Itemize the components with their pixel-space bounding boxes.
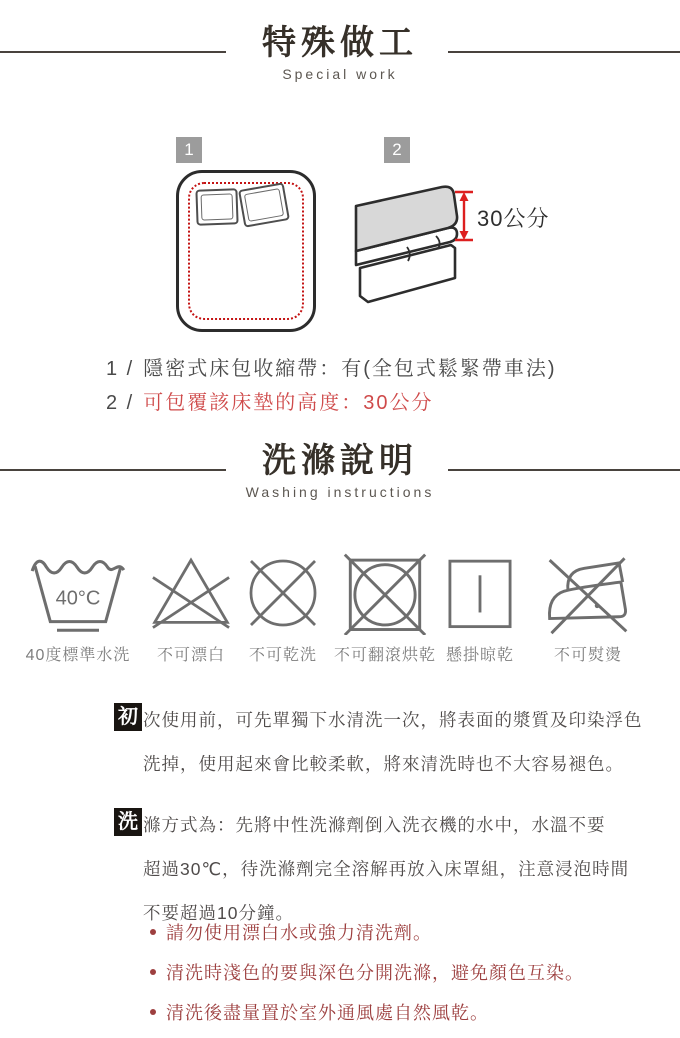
section-subtitle: Special work (282, 66, 398, 82)
mattress-side-view-diagram (352, 170, 562, 330)
care-label: 不可乾洗 (248, 647, 317, 664)
care-item-no-dry-clean (238, 551, 328, 665)
care-label: 不可翻滾烘乾 (333, 647, 436, 664)
care-item-no-bleach (146, 551, 236, 665)
section-title: 洗滌說明 (262, 442, 418, 480)
no-dry-clean-icon (238, 551, 328, 635)
note-2-text: 可包覆該床墊的高度：30公分 (143, 392, 434, 414)
divider-line-right (448, 51, 680, 53)
bullet-dot (150, 929, 156, 935)
care-item-hang-dry (434, 551, 526, 665)
figure-2-badge: 2 (384, 137, 410, 163)
divider-line-left (0, 469, 226, 471)
note-2-number: 2 / (106, 392, 135, 414)
warning-text: 清洗時淺色的要與深色分開洗滌，避免顏色互染。 (166, 963, 584, 983)
paragraph-line: 不要超過10分鐘。 (143, 903, 294, 923)
wash-40-icon (18, 551, 138, 635)
pillow-right-seam (244, 188, 284, 222)
no-iron-icon (535, 551, 641, 635)
hang-dry-icon (434, 551, 526, 635)
bullet-dot (150, 1009, 156, 1015)
no-bleach-icon (146, 551, 236, 635)
spec-notes (106, 352, 557, 420)
care-label: 40度標準水洗 (25, 647, 131, 664)
care-item-no-tumble-dry (330, 551, 440, 665)
figure-1-badge: 1 (176, 137, 202, 163)
bed-top-view-diagram (176, 170, 316, 332)
divider-line-right (448, 469, 680, 471)
pillow-left-seam (201, 193, 234, 220)
pillow-left (195, 188, 238, 225)
care-item-no-iron (535, 551, 641, 665)
care-item-wash-40 (18, 551, 138, 665)
care-label: 懸掛晾乾 (445, 647, 514, 664)
special-work-header (0, 24, 680, 82)
wash-temp-label: 40°C (55, 587, 101, 610)
divider-line-left (0, 51, 226, 53)
spec-note-2 (106, 386, 557, 420)
warning-text: 清洗後盡量置於室外通風處自然風乾。 (166, 1003, 489, 1023)
care-label: 不可熨燙 (553, 647, 622, 664)
section-title: 特殊做工 (262, 24, 418, 62)
mattress-illustration (352, 170, 562, 330)
paragraph-first-use (118, 698, 643, 786)
lead-char-box: 初 (114, 703, 142, 731)
washing-instructions-header (0, 442, 680, 500)
no-tumble-dry-icon (330, 551, 440, 635)
lead-char-box: 洗 (114, 808, 142, 836)
laundry-care-icons (0, 551, 680, 664)
warning-list (150, 912, 584, 1032)
care-label: 不可漂白 (156, 647, 225, 664)
bullet-dot (150, 969, 156, 975)
height-dimension-label: 30公分 (477, 206, 550, 231)
paragraph-line: 滌方式為：先將中性洗滌劑倒入洗衣機的水中，水溫不要 (143, 815, 606, 835)
paragraph-line: 超過30℃，待洗滌劑完全溶解再放入床罩組，注意浸泡時間 (143, 859, 630, 879)
paragraph-line: 洗掉，使用起來會比較柔軟，將來清洗時也不大容易褪色。 (143, 754, 624, 774)
warning-item (150, 992, 584, 1032)
spec-note-1 (106, 352, 557, 386)
warning-text: 請勿使用漂白水或強力清洗劑。 (166, 923, 432, 943)
note-1-text: 隱密式床包收縮帶：有(全包式鬆緊帶車法) (143, 358, 557, 380)
section-subtitle: Washing instructions (245, 484, 435, 500)
paragraph-line: 次使用前，可先單獨下水清洗一次，將表面的漿質及印染浮色 (143, 710, 643, 730)
warning-item (150, 912, 584, 952)
note-1-number: 1 / (106, 358, 135, 380)
warning-item (150, 952, 584, 992)
pillow-right (238, 182, 290, 227)
